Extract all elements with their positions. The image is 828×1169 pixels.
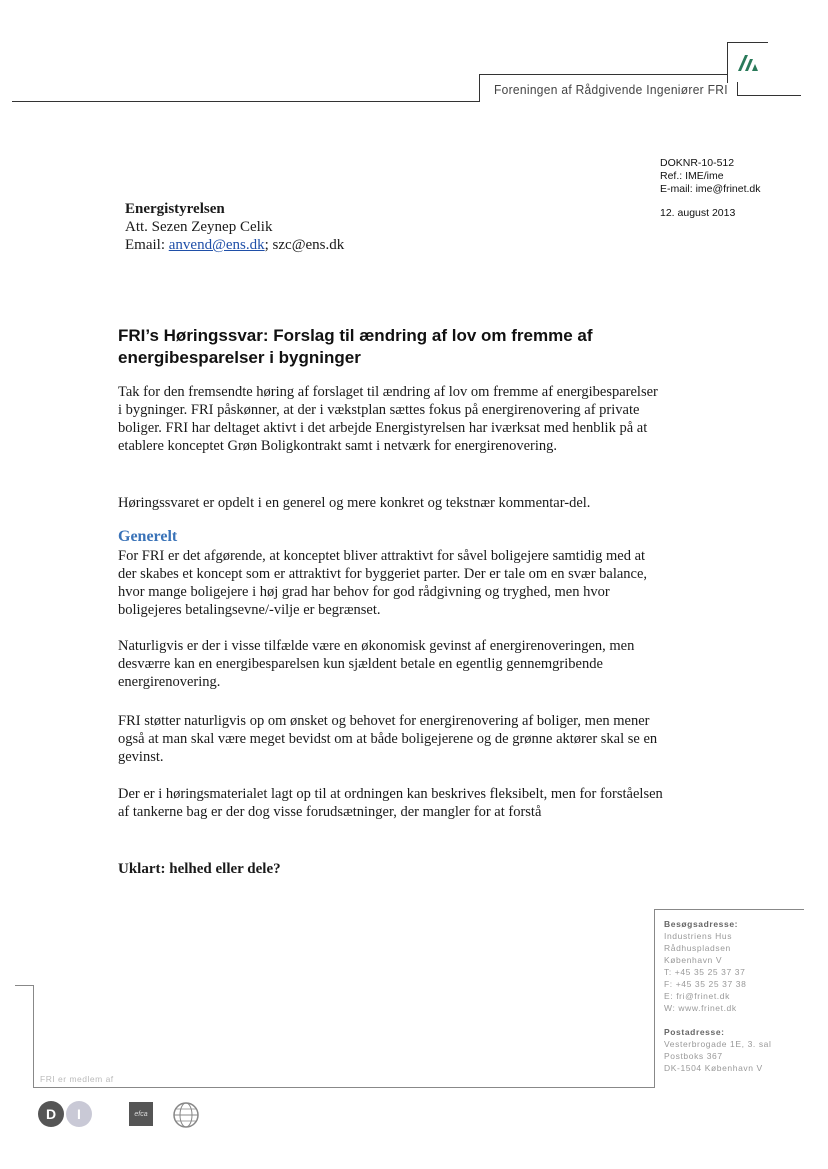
post-line: Postboks 367 [664,1051,723,1061]
letter-date: 12. august 2013 [660,207,736,219]
section-heading-generelt: Generelt [118,528,178,545]
paragraph-generelt-2 [118,637,663,691]
visit-line: F: +45 35 25 37 38 [664,979,747,989]
paragraph-text: Der er i høringsmaterialet lagt op til at ordningen kan beskrives fleksibelt, men for forståelsen af tankerne bag er der dog visse forudsætninger, der mangler for at forstå [118,786,663,820]
post-line: DK-1504 København V [664,1063,763,1073]
footer-rule-bottom [33,1087,655,1088]
di-logo-d: D [38,1101,64,1127]
doknr: DOKNR-10-512 [660,157,735,169]
footer-address [664,918,772,1074]
logo-box [727,42,768,83]
paragraph-generelt-3 [118,712,663,766]
header-rule-left [12,101,480,102]
meta-email: E-mail: ime@frinet.dk [660,183,761,195]
fidic-globe-icon [172,1101,200,1129]
recipient-name: Energistyrelsen [125,201,225,217]
recipient-att: Att. Sezen Zeynep Celik [125,219,273,235]
org-name: Foreningen af Rådgivende Ingeniører FRI [494,82,728,98]
paragraph-text: Tak for den fremsendte høring af forslaget til ændring af lov om fremme af energibesparelser i bygninger. FRI påskønner, at der i vækstplan sættes fokus på energirenovering af private boliger. FRI har deltaget aktivt i det arbejde Energistyrelsen har iværksat med henblik på at etablere konceptet Grøn Boligkontrakt samt i netværk for energirenovering. [118,384,658,454]
paragraph-structure [118,494,663,512]
efca-logo: efca [129,1102,153,1126]
header-rule-top [479,74,728,75]
letter-title: FRI’s Høringssvar: Forslag til ændring af lov om fremme af energibesparelser i bygninger [118,326,593,367]
recipient-email-prefix: Email: [125,237,169,253]
post-address-label: Postadresse: [664,1027,725,1037]
paragraph-text: FRI støtter naturligvis op om ønsket og behovet for energirenovering af boliger, men mener også at man skal være meget bevidst om at både boligejerene og de grønne aktører skal se en gevinst. [118,713,658,765]
header-rule-step [479,74,480,102]
footer-rule-left-vertical [33,985,34,1088]
visit-line: E: fri@frinet.dk [664,991,730,1001]
visit-line: Rådhuspladsen [664,943,731,953]
header-rule-right [737,95,801,96]
paragraph-intro [118,383,663,455]
paragraph-generelt-1 [118,547,663,619]
paragraph-generelt-4 [118,785,663,821]
recipient-block [125,200,344,254]
visit-line: T: +45 35 25 37 37 [664,967,746,977]
visit-line: W: www.frinet.dk [664,1003,737,1013]
document-meta [660,157,761,196]
visit-line: København V [664,955,723,965]
post-line: Vesterbrogade 1E, 3. sal [664,1039,772,1049]
ref: Ref.: IME/ime [660,170,724,182]
fri-logo-icon [735,49,761,73]
footer-rule-vertical [654,909,655,1087]
footer-rule-left-stub [15,985,34,986]
recipient-email-link[interactable]: anvend@ens.dk [168,237,265,253]
recipient-email-rest: ; szc@ens.dk [264,237,345,253]
paragraph-text: Høringssvaret er opdelt i en generel og mere konkret og tekstnær kommentar-del. [118,495,591,511]
paragraph-text: For FRI er det afgørende, at konceptet bliver attraktivt for såvel boligejere samtidig med at der skabes et koncept som er attraktivt for byggeriet parter. Der er tale om en svær balance, hvor mange boligejere i høj grad har behov for god rådgivning og tryghed, men hvor boligejeres betalingsevne/-vilje er begrænset. [118,548,648,618]
footer-rule-top [654,909,804,910]
paragraph-text: Naturligvis er der i visse tilfælde være en økonomisk gevinst af energirenoveringen, men desværre kan en energibesparelsen kun sjældent betale en egentlig gennemgribende energirenovering. [118,638,635,690]
subheading-uklart: Uklart: helhed eller dele? [118,861,281,877]
di-logo-i: I [66,1101,92,1127]
header-rule-right-step [737,82,738,96]
recipient-email-line [125,236,344,254]
member-of-text: FRI er medlem af [40,1074,114,1084]
visit-line: Industriens Hus [664,931,733,941]
visit-address-label: Besøgsadresse: [664,919,739,929]
